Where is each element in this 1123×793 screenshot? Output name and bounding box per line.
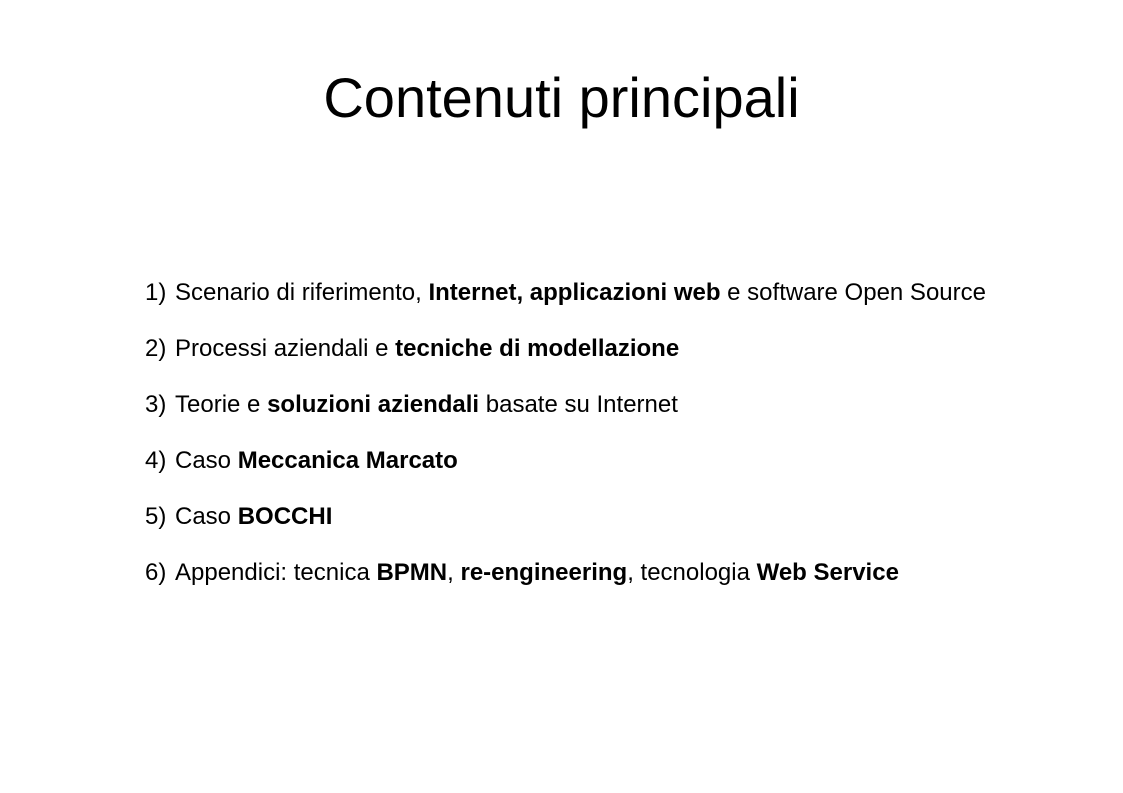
item-number: 4) bbox=[145, 447, 167, 474]
item-text bbox=[175, 559, 1015, 587]
item-number: 6) bbox=[145, 559, 167, 586]
item-text bbox=[175, 391, 1015, 419]
item-text-part: basate su Internet bbox=[479, 391, 678, 418]
item-text-part: Teorie e bbox=[175, 391, 268, 418]
item-text-part: , tecnologia bbox=[627, 559, 757, 586]
item-number: 1) bbox=[145, 279, 167, 306]
item-text-part: Processi aziendali e bbox=[175, 335, 396, 362]
list-item bbox=[145, 447, 1015, 475]
item-text bbox=[175, 447, 1015, 475]
slide-title: Contenuti principali bbox=[323, 66, 800, 129]
item-text-part-bold: BPMN bbox=[376, 559, 448, 586]
item-text-part-bold: Meccanica Marcato bbox=[237, 447, 458, 474]
item-text bbox=[175, 335, 1015, 363]
item-number: 5) bbox=[145, 503, 167, 530]
item-number: 2) bbox=[145, 335, 167, 362]
item-text-part: Caso bbox=[175, 503, 238, 530]
item-text-part-bold: Internet, applicazioni web bbox=[428, 279, 721, 306]
item-text-part: Appendici: tecnica bbox=[175, 559, 377, 586]
item-text-part-bold: BOCCHI bbox=[237, 503, 333, 530]
list-item bbox=[145, 391, 1015, 419]
item-text-part-bold: Web Service bbox=[756, 559, 899, 586]
item-text-part-bold: re-engineering bbox=[460, 559, 628, 586]
list-item bbox=[145, 335, 1015, 363]
item-text-part: , bbox=[447, 559, 461, 586]
item-text bbox=[175, 279, 1015, 307]
item-text-part-bold: soluzioni aziendali bbox=[267, 391, 480, 418]
contents-list bbox=[145, 279, 1015, 587]
item-text-part: Scenario di riferimento, bbox=[175, 279, 429, 306]
item-text-part: e software Open Source bbox=[720, 279, 986, 306]
list-item bbox=[145, 559, 1015, 587]
item-text-part: Caso bbox=[175, 447, 238, 474]
item-text bbox=[175, 503, 1015, 531]
item-number: 3) bbox=[145, 391, 167, 418]
item-text-part-bold: tecniche di modellazione bbox=[395, 335, 680, 362]
list-item bbox=[145, 503, 1015, 531]
list-item bbox=[145, 279, 1015, 307]
